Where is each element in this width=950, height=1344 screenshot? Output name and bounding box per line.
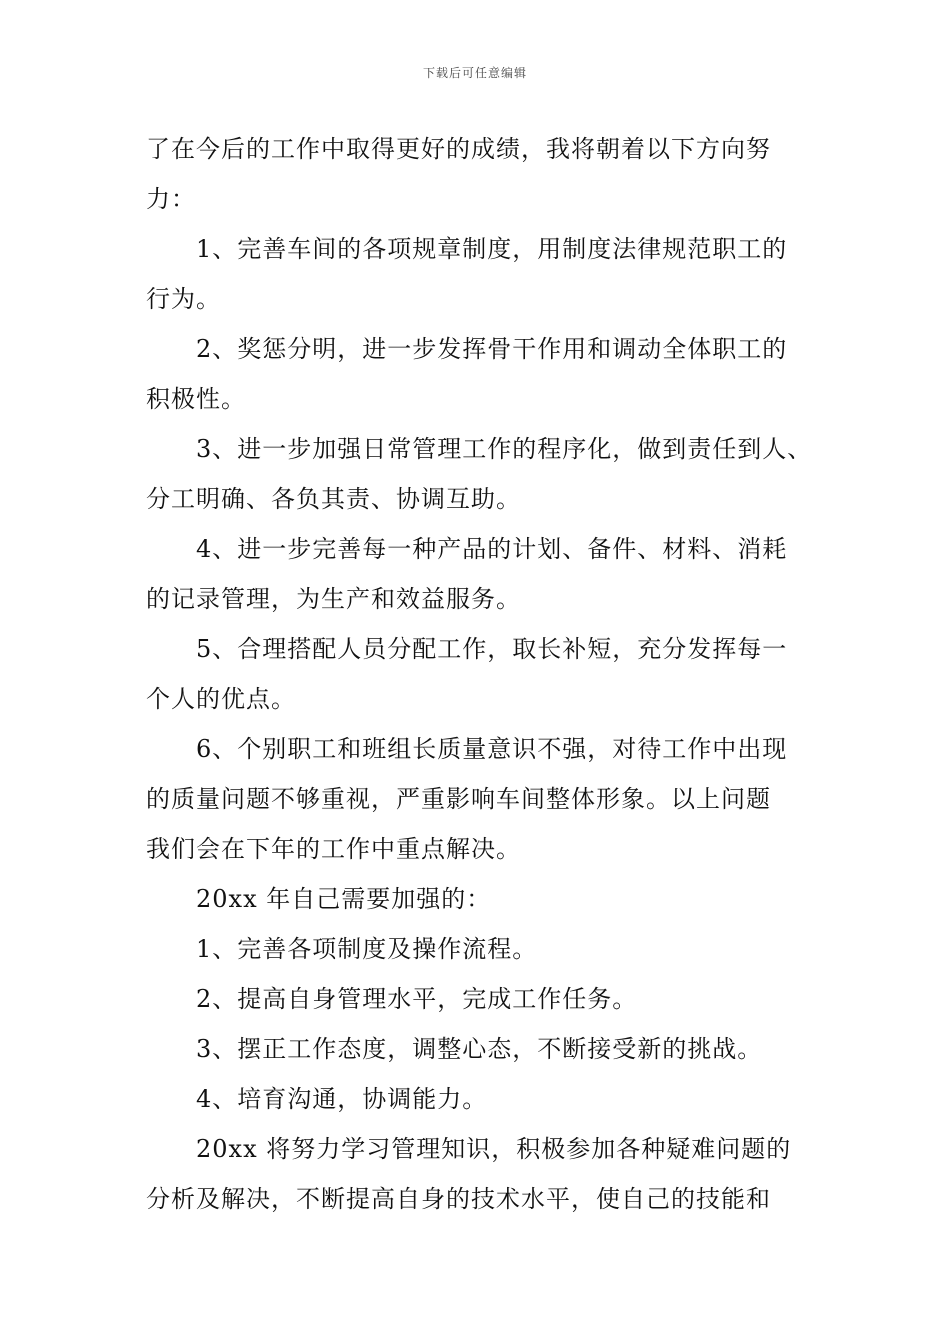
list-item-6-line: 6、个别职工和班组长质量意识不强，对待工作中出现 (196, 735, 788, 763)
list-item-4-line: 的记录管理，为生产和效益服务。 (146, 585, 521, 613)
text-line: 了在今后的工作中取得更好的成绩，我将朝着以下方向努 (146, 135, 771, 163)
goal-item-2: 2、提高自身管理水平，完成工作任务。 (196, 985, 638, 1013)
list-item-1-line: 1、完善车间的各项规章制度，用制度法律规范职工的 (196, 235, 788, 263)
goal-item-1: 1、完善各项制度及操作流程。 (196, 935, 538, 963)
list-item-2-line: 积极性。 (146, 385, 246, 413)
page-header: 下载后可任意编辑 (422, 66, 527, 80)
goal-item-3: 3、摆正工作态度，调整心态，不断接受新的挑战。 (196, 1035, 763, 1063)
text-line: 力： (146, 185, 196, 213)
list-item-4-line: 4、进一步完善每一种产品的计划、备件、材料、消耗 (196, 535, 788, 563)
closing-paragraph-line: 分析及解决，不断提高自身的技术水平，使自己的技能和 (146, 1185, 771, 1213)
section-heading: 20xx 年自己需要加强的： (196, 885, 492, 913)
document-body (146, 124, 816, 1224)
list-item-6-line: 我们会在下年的工作中重点解决。 (146, 835, 521, 863)
list-item-6-line: 的质量问题不够重视，严重影响车间整体形象。以上问题 (146, 785, 771, 813)
goal-item-4: 4、培育沟通，协调能力。 (196, 1085, 488, 1113)
list-item-5-line: 5、合理搭配人员分配工作，取长补短，充分发挥每一 (196, 635, 788, 663)
list-item-1-line: 行为。 (146, 285, 221, 313)
list-item-2-line: 2、奖惩分明，进一步发挥骨干作用和调动全体职工的 (196, 335, 788, 363)
list-item-3-line: 3、进一步加强日常管理工作的程序化，做到责任到人、 (196, 435, 813, 463)
closing-paragraph-line: 20xx 将努力学习管理知识，积极参加各种疑难问题的 (196, 1135, 792, 1163)
list-item-3-line: 分工明确、各负其责、协调互助。 (146, 485, 521, 513)
list-item-5-line: 个人的优点。 (146, 685, 296, 713)
